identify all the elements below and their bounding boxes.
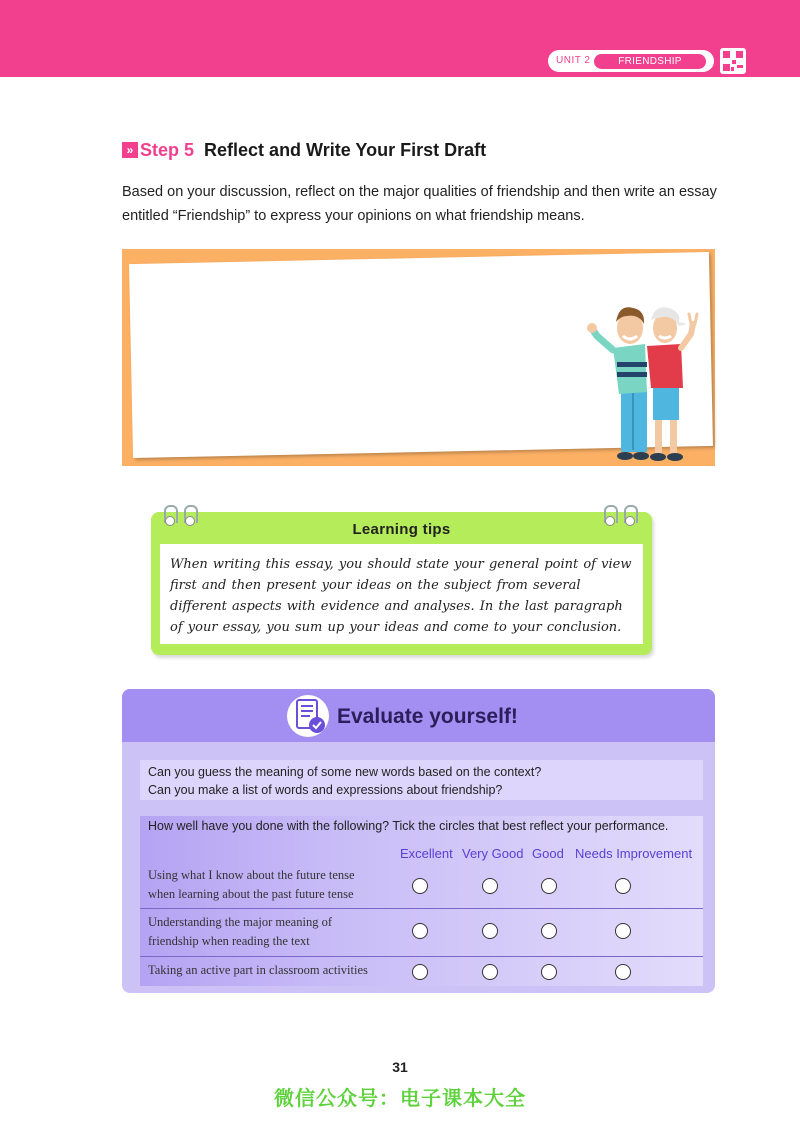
question-list xyxy=(148,763,541,799)
unit-title: FRIENDSHIP xyxy=(594,54,706,69)
radio-good[interactable] xyxy=(541,964,557,980)
radio-needs-improvement[interactable] xyxy=(615,923,631,939)
rating-header-very-good: Very Good xyxy=(462,846,524,861)
learning-tips-text: When writing this essay, you should state your general point of view first and then present your ideas on the subject from several different aspects with evidence and analyses. In the last paragraph of your essay, you sum up your ideas and come to your conclusion. xyxy=(170,557,632,635)
rating-item-label xyxy=(148,961,368,980)
step-instructions: Based on your discussion, reflect on the major qualities of friendship and then write an essay entitled “Friendship” to express your opinions on what friendship means. xyxy=(122,184,717,224)
unit-label: UNIT 2 xyxy=(556,55,591,66)
friends-illustration xyxy=(583,300,703,470)
question-item: Can you guess the meaning of some new words based on the context? xyxy=(148,765,542,779)
radio-needs-improvement[interactable] xyxy=(615,964,631,980)
radio-excellent[interactable] xyxy=(412,964,428,980)
step-number: Step 5 xyxy=(140,140,195,160)
row-divider xyxy=(140,956,703,957)
rating-item-line: when learning about the past future tense xyxy=(148,887,354,901)
rating-item-line: friendship when reading the text xyxy=(148,934,310,948)
radio-good[interactable] xyxy=(541,878,557,894)
rating-item-line: Using what I know about the future tense xyxy=(148,868,355,882)
rating-item-line: Understanding the major meaning of xyxy=(148,915,332,929)
row-divider xyxy=(140,908,703,909)
radio-very-good[interactable] xyxy=(482,923,498,939)
checklist-icon xyxy=(286,694,330,738)
radio-very-good[interactable] xyxy=(482,878,498,894)
step-heading xyxy=(122,140,486,161)
double-chevron-icon: » xyxy=(122,142,138,158)
rating-item-label xyxy=(148,866,355,904)
radio-very-good[interactable] xyxy=(482,964,498,980)
radio-excellent[interactable] xyxy=(412,923,428,939)
question-item: Can you make a list of words and expressions about friendship? xyxy=(148,783,503,797)
rating-header-good: Good xyxy=(532,846,564,861)
rating-header-needs-improvement: Needs Improvement xyxy=(575,846,693,861)
radio-needs-improvement[interactable] xyxy=(615,878,631,894)
page-number: 31 xyxy=(392,1059,408,1075)
radio-good[interactable] xyxy=(541,923,557,939)
radio-excellent[interactable] xyxy=(412,878,428,894)
rating-item-line: Taking an active part in classroom activities xyxy=(148,963,368,977)
rating-item-label xyxy=(148,913,332,951)
rating-instruction: How well have you done with the following? Tick the circles that best reflect your performance. xyxy=(148,819,669,833)
learning-tips-title: Learning tips xyxy=(352,521,451,538)
evaluate-title: Evaluate yourself! xyxy=(337,705,518,728)
step-title: Reflect and Write Your First Draft xyxy=(204,140,487,160)
rating-header-excellent: Excellent xyxy=(400,846,453,861)
footer-watermark: 微信公众号：电子课本大全 xyxy=(274,1088,526,1110)
qr-code-icon xyxy=(720,48,746,74)
